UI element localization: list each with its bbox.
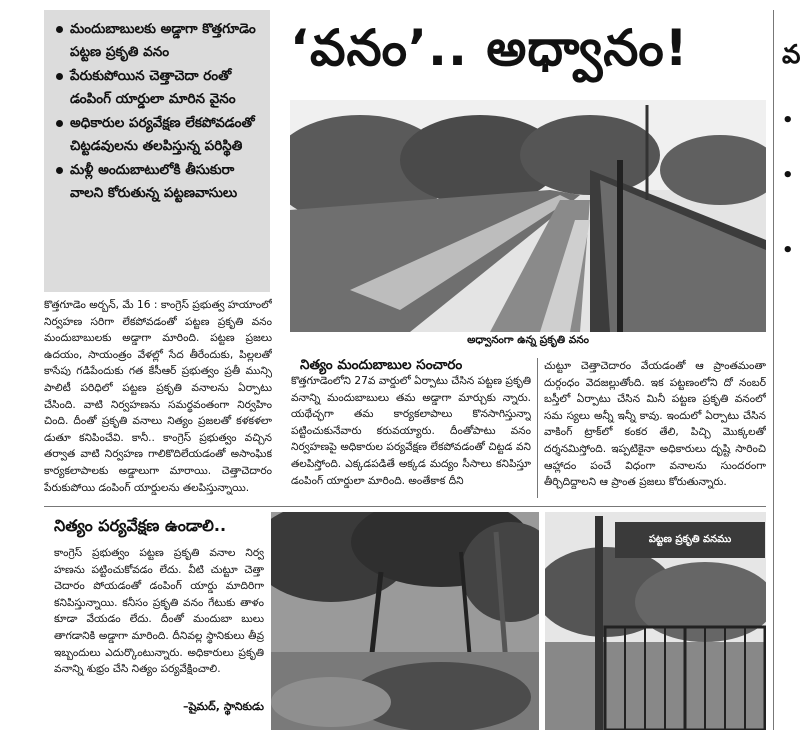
- mid-column-2: చుట్టూ చెత్తాచెదారం వేయడంతో ఆ ప్రాంతమంతా దుర్గంధం వెదజల్లుతోంది. ఇక పట్టణంలోని దో నంబర్ బస్తీలో ఏర్పాటు చేసిన మినీ పట్టణ ప్రకృతి వనంలో సమ స్యలు అన్నీ ఇన్నీ కావు. ఇందులో ఏర్పాటు చేసిన వాకింగ్ ట్రాక్‌లో కంకర తేలి, పిచ్చి మొక్కలతో దర్శనమిస్తోంది. ఇప్పటికైనా అధికారులు దృష్టి సారించి ఆహ్లాదం పంచే విధంగా వనాలను సుందరంగా తీర్చిదిద్దాలని ఆ ప్రాంత ప్రజలు కోరుతున్నారు.: [544, 360, 766, 489]
- headline: ‘వనం’.. అధ్వానం!: [290, 19, 689, 77]
- page-edge-rule: [773, 10, 774, 730]
- highlight-item: పేరుకుపోయిన చెత్తాచెదా రంతో డంపింగ్ యార్డులా మారిన వైనం: [54, 65, 264, 111]
- highlights-box: [44, 10, 270, 292]
- quote-box-signature: –షైమద్, స్థానికుడు: [183, 700, 264, 713]
- adjacent-bullet: •: [782, 110, 794, 131]
- park-photo-main: [290, 100, 766, 332]
- column-divider: [537, 358, 538, 498]
- adjacent-article-strip: [776, 0, 800, 741]
- mid-column-1: కొత్తగూడెంలోని 27వ వార్డులో ఏర్పాటు చేసిన పట్టణ ప్రకృతి వనాన్ని మందుబాబులు తమ అడ్డాగా మార్చుకు న్నారు. యథేచ్ఛగా తమ కార్యకలాపాలు కొనసాగిస్తున్నా పట్టించుకునేవారు కరువయ్యారు. దీంతోపాటు వనం నిర్వహణపై అధికారుల పర్యవేక్షణ లేకపోవడంతో చిట్టడ వని తలపిస్తోంది. ఎక్కడపడితే అక్కడ మద్యం సీసాలు కనిపిస్తూ డంపింగ్ యార్డులా మారింది. అంతేకాక దీని: [291, 375, 531, 487]
- quote-box-heading: నిత్యం పర్యవేక్షణ ఉండాలి..: [54, 516, 227, 535]
- highlight-item: అధికారుల పర్యవేక్షణ లేకపోవడంతో చిట్టడవులను తలపిస్తున్న పరిస్థితి: [54, 112, 264, 158]
- highlights-list: [44, 10, 270, 205]
- park-gate-photo: [545, 512, 766, 730]
- photo-caption: అధ్వానంగా ఉన్న ప్రకృతి వనం: [467, 334, 589, 346]
- gate-signboard-text: పట్టణ ప్రకృతి వనము: [648, 534, 732, 545]
- adjacent-headline-fragment: వ: [782, 40, 800, 70]
- section-divider: [44, 506, 766, 507]
- quote-box-text: కాంగ్రెస్ ప్రభుత్వం పట్టణ ప్రకృతి వనాల నిర్వ హణను పట్టించుకోవడం లేదు. వీటి చుట్టూ చెత్తా చెదారం పోయడంతో డంపింగ్ యార్డు మాదిరిగా కనిపిస్తున్నాయి. కనీసం ప్రకృతి వనం గేటుకు తాళం కూడా వేయడం లేదు. దీంతో మందుబా బులు తాగడానికి అడ్డాగా మారింది. దీనివల్ల స్థానికులు తీవ్ర ఇబ్బందులు ఎదుర్కొంటున్నారు. అధికారులు ప్రకృతి వనాన్ని శుభ్రం చేసి నిత్యం పర్యవేక్షించాలి.: [54, 547, 264, 676]
- highlight-item: మళ్లీ అందుబాటులోకి తీసుకురా వాలని కోరుతున్న పట్టణవాసులు: [54, 159, 264, 205]
- section-subhead: నిత్యం మందుబాబుల సంచారం: [300, 357, 463, 373]
- highlight-item: మందుబాబులకు అడ్డాగా కొత్తగూడెం పట్టణ ప్రకృతి వనం: [54, 18, 264, 64]
- adjacent-bullet: •: [782, 165, 794, 186]
- park-photo-trees: [271, 512, 539, 730]
- adjacent-bullet: •: [782, 240, 794, 261]
- intro-paragraph: కొత్తగూడెం అర్బన్, మే 16 : కాంగ్రెస్ ప్రభుత్వ హయాంలో నిర్వహణ సరిగా లేకపోవడంతో పట్టణ ప్రకృతి వనం మందుబాబులకు అడ్డాగా మారింది. పట్టణ ప్రజలు ఉదయం, సాయంత్రం వేళల్లో సేద తీరేందుకు, పిల్లలతో కాసేపు గడిపేందుకు గత కేసీఆర్ ప్రభుత్వం ప్రతీ మున్సి పాలిటీ పరిధిలో పట్టణ ప్రకృతి వనాలను ఏర్పాటు చేసింది. వాటి నిర్వహణను సమర్థవంతంగా నిర్వహిం చింది. దీంతో ప్రకృతి వనాలు నిత్యం ప్రజలతో కళకళలా డుతూ కనిపించేవి. కానీ.. కాంగ్రెస్ ప్రభుత్వం వచ్చిన తర్వాత వాటి నిర్వహణ గాలికొదిలేయడంతో అసాంఘిక కార్యకలాపాలకు అడ్డాలుగా మారాయి. చెత్తాచెదారం పేరుకుపోయి డంపింగ్ యార్డులను తలపిస్తున్నాయి.: [44, 299, 272, 494]
